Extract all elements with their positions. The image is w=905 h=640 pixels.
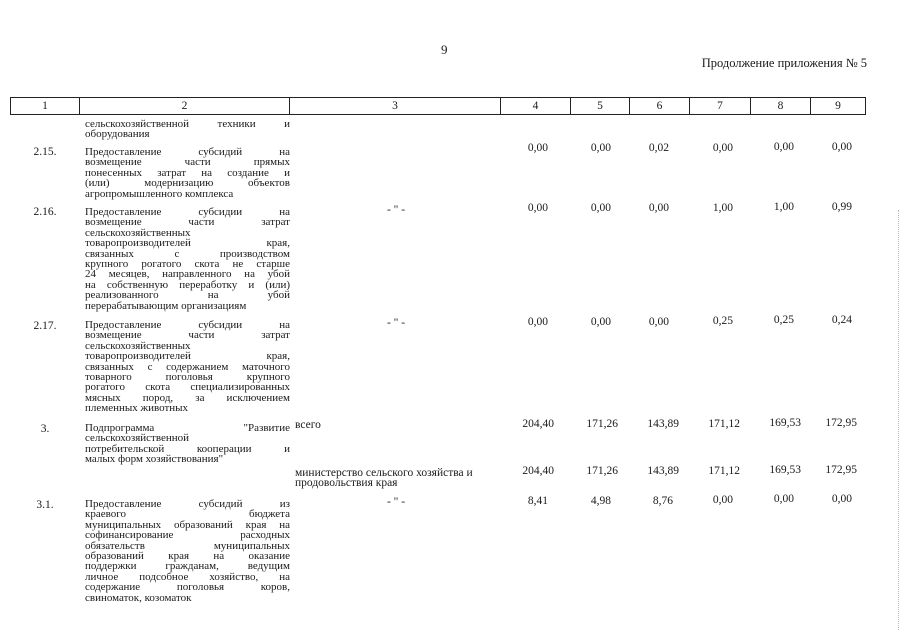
row-3-1-value-5: 4,98 (590, 495, 611, 507)
row-3-1-value-7: 0,00 (712, 494, 733, 506)
row-3-value-9: 172,95 (825, 417, 857, 429)
row-2-17-value-7: 0,25 (712, 315, 733, 327)
desc-line: товаропроизводителей края, (85, 237, 290, 250)
row-2-16-source-ditto: - " - (386, 204, 406, 216)
header-col-6: 6 (630, 98, 690, 114)
desc-line: возмещение части затрат (85, 216, 290, 229)
desc-line: связанных с производством (85, 247, 290, 260)
row-2-16-value-8: 1,00 (773, 201, 794, 213)
row-3-ministry-value-7: 171,12 (708, 465, 740, 477)
desc-line: личное подсобное хозяйство, на (85, 570, 290, 583)
desc-line: 24 месяцев, направленного на убой (85, 268, 290, 281)
row-2-17-value-6: 0,00 (648, 316, 669, 328)
row-3-ministry-value-8: 169,53 (769, 464, 801, 476)
desc-line: мясных пород, за исключением (85, 391, 290, 404)
row-2-16-value-7: 1,00 (712, 202, 733, 214)
row-3-source-ministry (295, 468, 510, 489)
row-2-15-value-9: 0,00 (831, 141, 852, 153)
desc-line: сельскохозяйственных (85, 339, 191, 352)
desc-line: Предоставление субсидий из (85, 498, 290, 510)
row-2-17-code: 2.17. (33, 320, 57, 332)
row-2-17-value-4: 0,00 (527, 316, 548, 328)
source-line: министерство сельского хозяйства и (295, 467, 473, 479)
row-3-value-6: 143,89 (647, 418, 679, 430)
desc-line: реализованного на убой (85, 289, 290, 302)
row-3-ministry-value-9: 172,95 (825, 464, 857, 476)
desc-line: софинансирование расходных (85, 529, 290, 542)
row-3-1-value-6: 8,76 (652, 495, 673, 507)
desc-line: краевого бюджета (85, 508, 290, 521)
desc-line: агропромышленного комплекса (85, 187, 234, 200)
desc-line: малых форм хозяйствования" (85, 453, 224, 466)
row-3-ministry-value-5: 171,26 (586, 465, 618, 477)
row-2-16-value-9: 0,99 (831, 201, 852, 213)
desc-line: потребительской кооперации и (85, 442, 290, 455)
desc-line: связанных с содержанием маточного (85, 360, 290, 373)
desc-line: образований края на оказание (85, 550, 290, 563)
header-col-8: 8 (751, 98, 811, 114)
row-2-16-value-5: 0,00 (590, 202, 611, 214)
row-2-16-value-6: 0,00 (648, 202, 669, 214)
row-3-value-4: 204,40 (522, 418, 554, 430)
desc-line: (или) модернизацию объектов (85, 177, 290, 190)
continuation-note: Продолжение приложения № 5 (701, 56, 867, 70)
row-2-17-source-ditto: - " - (386, 317, 406, 329)
desc-line: содержание поголовья коров, (85, 581, 290, 594)
row-2-15-value-6: 0,02 (648, 142, 669, 154)
row-3-description (85, 423, 290, 465)
header-col-3: 3 (290, 98, 501, 114)
desc-line: Предоставление субсидий на (85, 146, 290, 158)
desc-line: возмещение части прямых (85, 156, 290, 169)
row-2-15-value-4: 0,00 (527, 142, 548, 154)
row-3-value-7: 171,12 (708, 418, 740, 430)
scan-edge-artifact (897, 210, 899, 630)
row-3-1-description (85, 499, 290, 603)
row-2-16-description (85, 207, 290, 311)
row-continuation-description (85, 119, 290, 140)
header-col-9: 9 (835, 100, 841, 112)
desc-line: племенных животных (85, 402, 189, 415)
desc-line: понесенных затрат на создание и (85, 166, 290, 179)
row-3-1-value-4: 8,41 (527, 495, 548, 507)
row-2-15-value-7: 0,00 (712, 142, 733, 154)
desc-line: сельскохозяйственной (85, 432, 190, 445)
header-col-2: 2 (80, 98, 290, 114)
header-col-1: 1 (11, 98, 80, 114)
header-col-4: 4 (501, 98, 571, 114)
row-2-16-code: 2.16. (33, 206, 57, 218)
header-col-5: 5 (571, 98, 630, 114)
row-3-value-5: 171,26 (586, 418, 618, 430)
desc-line: поддержки гражданам, ведущим (85, 560, 290, 573)
row-3-source-total: всего (295, 419, 321, 431)
desc-line: обязательств муниципальных (85, 539, 290, 552)
row-3-1-value-8: 0,00 (773, 493, 794, 505)
header-col-7: 7 (690, 98, 751, 114)
row-2-17-value-8: 0,25 (773, 314, 794, 326)
row-3-value-8: 169,53 (769, 417, 801, 429)
row-2-15-code: 2.15. (33, 146, 57, 158)
page-number: 9 (441, 42, 448, 57)
row-3-1-code: 3.1. (36, 499, 54, 511)
desc-line: крупного рогатого скота не старше (85, 258, 290, 271)
table-header-row (10, 97, 866, 115)
row-3-ministry-value-6: 143,89 (647, 465, 679, 477)
row-2-16-value-4: 0,00 (527, 202, 548, 214)
row-3-1-value-9: 0,00 (831, 493, 852, 505)
desc-line: на собственную переработку и (или) (85, 278, 290, 291)
desc-line: Предоставление субсидии на (85, 206, 290, 218)
source-line: продовольствия края (295, 477, 398, 490)
desc-line: Подпрограмма "Развитие (85, 422, 290, 434)
row-2-15-value-5: 0,00 (590, 142, 611, 154)
row-3-1-source-ditto: - " - (386, 496, 406, 508)
row-2-17-value-9: 0,24 (831, 314, 852, 326)
row-2-17-value-5: 0,00 (590, 316, 611, 328)
desc-line: возмещение части затрат (85, 329, 290, 342)
row-3-ministry-value-4: 204,40 (522, 465, 554, 477)
row-2-17-description (85, 320, 290, 414)
desc-line: оборудования (85, 128, 150, 141)
desc-line: перерабатывающим организациям (85, 299, 247, 312)
desc-line: рогатого скота специализированных (85, 381, 290, 394)
row-2-15-description (85, 147, 290, 199)
desc-line: товарного поголовья крупного (85, 371, 290, 384)
desc-line: сельскохозяйственной техники и (85, 118, 290, 130)
row-3-code: 3. (40, 423, 50, 435)
desc-line: сельскохозяйственных (85, 226, 191, 239)
row-2-15-value-8: 0,00 (773, 141, 794, 153)
desc-line: товаропроизводителей края, (85, 350, 290, 363)
desc-line: муниципальных образований края на (85, 518, 290, 531)
desc-line: свиноматок, козоматок (85, 591, 192, 604)
desc-line: Предоставление субсидии на (85, 319, 290, 331)
